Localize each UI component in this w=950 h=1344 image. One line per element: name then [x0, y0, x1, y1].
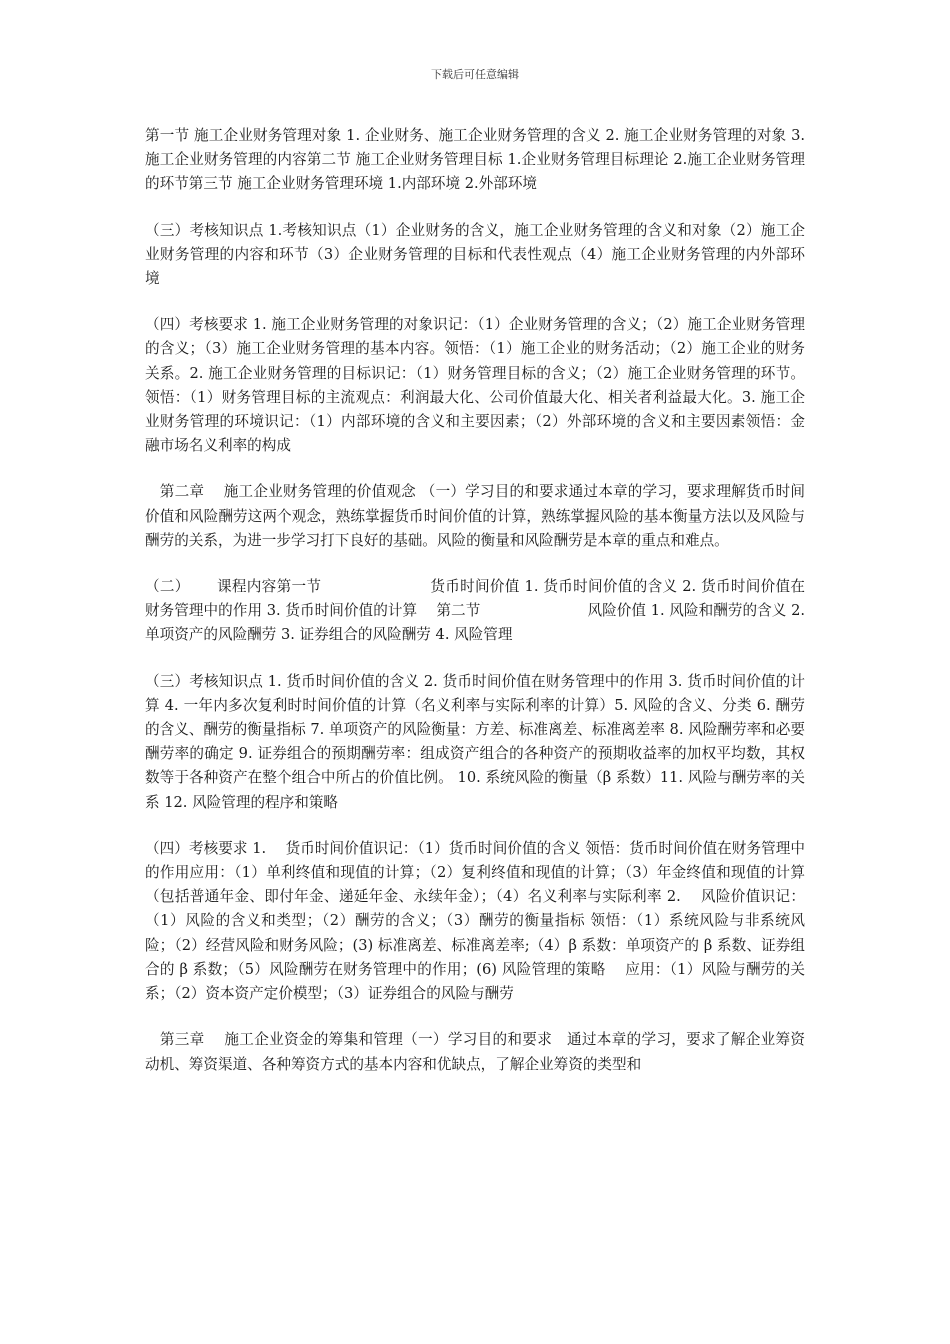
paragraph-knowledge-points-1: （三）考核知识点 1.考核知识点（1）企业财务的含义，施工企业财务管理的含义和对象（2）施工企业财务管理的内容和环节（3）企业财务管理的目标和代表性观点（4）施工企业财务管理的内外部环境 [145, 221, 805, 288]
page-header: 下载后可任意编辑 [431, 68, 519, 81]
document-body [145, 124, 805, 1099]
paragraph-chapter-3-intro: 第三章 施工企业资金的筹集和管理（一）学习目的和要求 通过本章的学习，要求了解企业筹资动机、筹资渠道、各种筹资方式的基本内容和优缺点，了解企业筹资的类型和 [145, 1031, 805, 1073]
paragraph-knowledge-points-2: （三）考核知识点 1. 货币时间价值的含义 2. 货币时间价值在财务管理中的作用 3. 货币时间价值的计算 4. 一年内多次复利时时间价值的计算（名义利率与实际利率的计算）5. 风险的含义、分类 6. 酬劳的含义、酬劳的衡量指标 7. 单项资产的风险衡量：方差、标准离差、标准离差率 8. 风险酬劳率和必要酬劳率的确定 9. 证券组合的预期酬劳率：组成资产组合的各种资产的预期收益率的加权平均数，其权数等于各种资产在整个组合中所占的价值比例。 10. 系统风险的衡量（β 系数）11. 风险与酬劳率的关系 12. 风险管理的程序和策略 [145, 672, 805, 811]
paragraph-course-content-2: （二） 课程内容第一节 货币时间价值 1. 货币时间价值的含义 2. 货币时间价值在财务管理中的作用 3. 货币时间价值的计算 第二节 风险价值 1. 风险和酬劳的含义 2. 单项资产的风险酬劳 3. 证券组合的风险酬劳 4. 风险管理 [145, 578, 805, 644]
paragraph-section-1: 第一节 施工企业财务管理对象 1. 企业财务、施工企业财务管理的含义 2. 施工企业财务管理的对象 3. 施工企业财务管理的内容第二节 施工企业财务管理目标 1.企业财务管理目标理论 2.施工企业财务管理的环节第三节 施工企业财务管理环境 1.内部环境 2.外部环境 [145, 127, 805, 193]
paragraph-requirements-2: （四）考核要求 1. 货币时间价值识记：（1）货币时间价值的含义 领悟：货币时间价值在财务管理中的作用应用：（1）单利终值和现值的计算；（2）复利终值和现值的计算；（3）年金终值和现值的计算（包括普通年金、即付年金、递延年金、永续年金）；（4）名义利率与实际利率 2. 风险价值识记：（1）风险的含义和类型；（2）酬劳的含义；（3）酬劳的衡量指标 领悟：（1）系统风险与非系统风险；（2）经营风险和财务风险；(3) 标准离差、标准离差率;（4）β 系数：单项资产的 β 系数、证券组合的 β 系数；（5）风险酬劳在财务管理中的作用；(6) 风险管理的策略 应用：（1）风险与酬劳的关系；（2）资本资产定价模型；（3）证券组合的风险与酬劳 [145, 839, 805, 1003]
paragraph-requirements-1: （四）考核要求 1. 施工企业财务管理的对象识记：（1）企业财务管理的含义；（2）施工企业财务管理的含义；（3）施工企业财务管理的基本内容。领悟：（1）施工企业的财务活动；（2）施工企业的财务关系。2. 施工企业财务管理的目标识记：（1）财务管理目标的含义；（2）施工企业财务管理的环节。领悟：（1）财务管理目标的主流观点：利润最大化、公司价值最大化、相关者利益最大化。3. 施工企业财务管理的环境识记：（1）内部环境的含义和主要因素；（2）外部环境的含义和主要因素领悟：金融市场名义利率的构成 [145, 316, 805, 455]
paragraph-chapter-2-intro: 第二章 施工企业财务管理的价值观念 （一）学习目的和要求通过本章的学习，要求理解货币时间价值和风险酬劳这两个观念，熟练掌握货币时间价值的计算，熟练掌握风险的基本衡量方法以及风险与酬劳的关系，为进一步学习打下良好的基础。风险的衡量和风险酬劳是本章的重点和难点。 [145, 483, 805, 549]
